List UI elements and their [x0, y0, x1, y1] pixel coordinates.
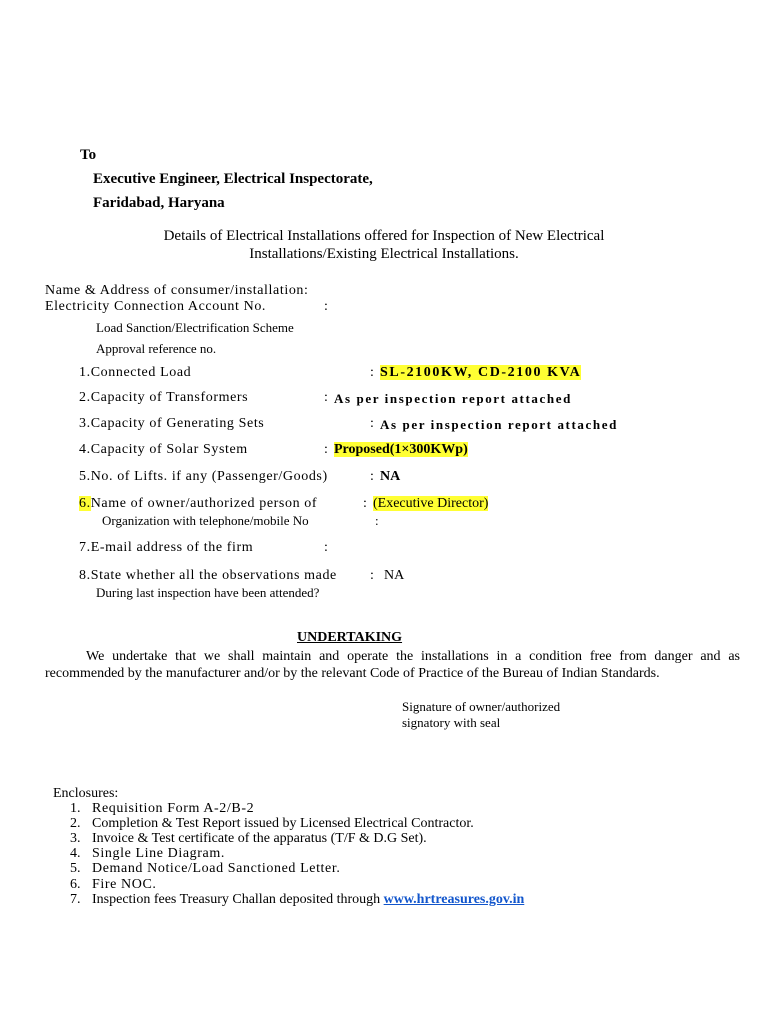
treasury-link[interactable]: www.hrtreasures.gov.in — [383, 892, 525, 907]
item3-value: As per inspection report attached — [380, 417, 618, 432]
item6-number: 6. — [79, 496, 91, 511]
addressee-line1: Executive Engineer, Electrical Inspectorate, — [93, 171, 373, 187]
heading-line2: Installations/Existing Electrical Installations. — [249, 246, 519, 262]
enclosure-item: 4. Single Line Diagram. — [70, 846, 225, 861]
undertaking-text: We undertake that we shall maintain and operate the installations in a condition free from danger and as recommended by the manufacturer and/or by the relevant Code of Practice of the Bureau of Indian Standards. — [45, 649, 740, 681]
item8-value: NA — [384, 568, 405, 583]
item7-label: 7.E-mail address of the firm — [79, 540, 254, 555]
item6-label: Name of owner/authorized person of — [90, 496, 318, 511]
item6-colon: : — [363, 496, 367, 511]
item2-value: As per inspection report attached — [334, 391, 572, 406]
item8-label: 8.State whether all the observations made — [79, 568, 337, 583]
item5-label: 5.No. of Lifts. if any (Passenger/Goods) — [79, 469, 328, 484]
item5-colon: : — [370, 469, 374, 484]
item4-label: 4.Capacity of Solar System — [79, 442, 248, 457]
heading-line1: Details of Electrical Installations offered for Inspection of New Electrical — [163, 228, 605, 244]
enclosures-title: Enclosures: — [53, 786, 119, 801]
enclosure-item: 2. Completion & Test Report issued by Licensed Electrical Contractor. — [70, 816, 474, 831]
item8-label2: During last inspection have been attended? — [96, 585, 320, 600]
enclosure-item: 5. Demand Notice/Load Sanctioned Letter. — [70, 861, 341, 876]
to-label: To — [80, 147, 97, 163]
item1-value: SL-2100KW, CD-2100 KVA — [380, 365, 582, 380]
enclosure-item: 3. Invoice & Test certificate of the apparatus (T/F & D.G Set). — [70, 831, 427, 846]
item3-label: 3.Capacity of Generating Sets — [79, 416, 265, 431]
enclosure-item: 6. Fire NOC. — [70, 877, 157, 892]
approval-ref-label: Approval reference no. — [96, 341, 217, 356]
item4-colon: : — [324, 442, 328, 457]
signature-line2: signatory with seal — [402, 715, 501, 730]
item6-label2: Organization with telephone/mobile No — [102, 513, 309, 528]
addressee-line2: Faridabad, Haryana — [93, 195, 225, 211]
item7-colon: : — [324, 540, 328, 555]
item4-value: Proposed(1×300KWp) — [334, 442, 468, 457]
load-sanction-label: Load Sanction/Electrification Scheme — [96, 320, 294, 335]
undertaking-title: UNDERTAKING — [297, 630, 403, 645]
item1-colon: : — [370, 365, 374, 380]
item8-colon: : — [370, 568, 374, 583]
item6-value: (Executive Director) — [373, 496, 489, 511]
item5-value: NA — [380, 469, 401, 484]
enclosure-item: 1. Requisition Form A-2/B-2 — [70, 801, 255, 816]
item2-colon: : — [324, 390, 328, 405]
item3-colon: : — [370, 416, 374, 431]
account-colon: : — [324, 299, 328, 314]
item6-colon2: : — [375, 513, 379, 528]
item2-label: 2.Capacity of Transformers — [79, 390, 249, 405]
signature-line1: Signature of owner/authorized — [402, 699, 561, 714]
account-label: Electricity Connection Account No. — [45, 299, 267, 314]
enclosure-item: 7. Inspection fees Treasury Challan deposited through www.hrtreasures.gov.in — [70, 892, 525, 907]
item1-label: 1.Connected Load — [79, 365, 192, 380]
consumer-name-label: Name & Address of consumer/installation: — [45, 283, 309, 298]
